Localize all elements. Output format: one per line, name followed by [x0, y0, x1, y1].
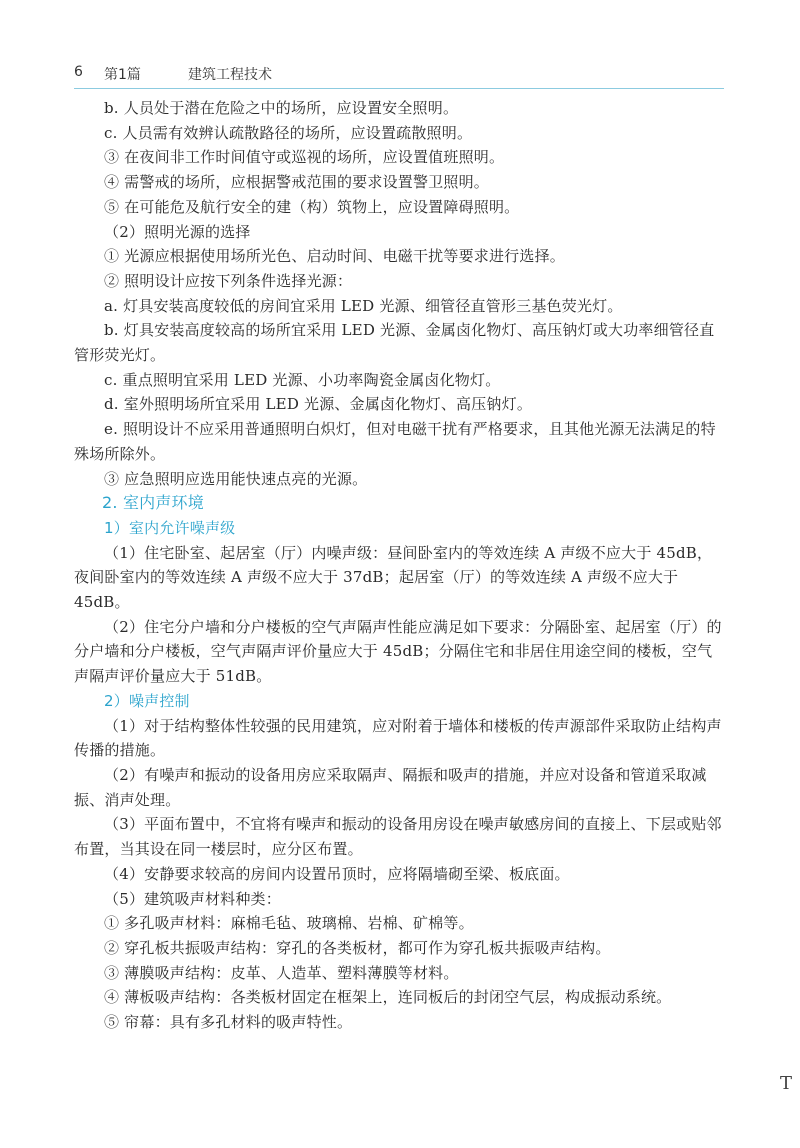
paragraph: ③ 薄膜吸声结构：皮革、人造革、塑料薄膜等材料。	[104, 963, 459, 982]
paragraph: ④ 薄板吸声结构：各类板材固定在框架上，连同板后的封闭空气层，构成振动系统。	[104, 988, 672, 1007]
paragraph: （1）住宅卧室、起居室（厅）内噪声级：昼间卧室内的等效连续 A 声级不应大于 45dB，夜间卧室内的等效连续 A 声级不应大于 37dB；起居室（厅）的等效连续 A 声级不应大于 45dB。	[74, 543, 713, 612]
paragraph: b. 人员处于潜在危险之中的场所，应设置安全照明。	[104, 99, 459, 117]
page-number: 6	[74, 64, 83, 80]
corner-mark: T	[779, 1073, 792, 1094]
paragraph: c. 人员需有效辨认疏散路径的场所，应设置疏散照明。	[104, 123, 473, 142]
paragraph: （2）住宅分户墙和分户楼板的空气声隔声性能应满足如下要求：分隔卧室、起居室（厅）的分户墙和分户楼板，空气声隔声评价量应大于 45dB；分隔住宅和非居住用途空间的楼板，空气声隔声评价量应大于 51dB。	[74, 617, 722, 686]
paragraph: （3）平面布置中，不宜将有噪声和振动的设备用房设在噪声敏感房间的直接上、下层或贴邻布置，当其设在同一楼层时，应分区布置。	[74, 815, 722, 859]
page-body	[74, 96, 724, 1035]
page-header	[74, 64, 724, 88]
paragraph: （2）照明光源的选择	[104, 222, 251, 241]
paragraph: ③ 应急照明应选用能快速点亮的光源。	[104, 469, 368, 488]
paragraph: c. 重点照明宜采用 LED 光源、小功率陶瓷金属卤化物灯。	[104, 370, 501, 389]
header-rule	[74, 88, 724, 89]
paragraph: ④ 需警戒的场所，应根据警戒范围的要求设置警卫照明。	[104, 173, 489, 192]
paragraph: ② 穿孔板共振吸声结构：穿孔的各类板材，都可作为穿孔板共振吸声结构。	[104, 938, 611, 957]
paragraph: （1）对于结构整体性较强的民用建筑，应对附着于墙体和楼板的传声源部件采取防止结构声传播的措施。	[74, 716, 722, 760]
subsection-heading: 2）噪声控制	[104, 691, 190, 710]
paragraph: e. 照明设计不应采用普通照明白炽灯，但对电磁干扰有严格要求，且其他光源无法满足的特殊场所除外。	[74, 420, 716, 463]
paragraph: ② 照明设计应按下列条件选择光源：	[104, 271, 353, 290]
paragraph: d. 室外照明场所宜采用 LED 光源、金属卤化物灯、高压钠灯。	[104, 395, 533, 414]
subsection-heading: 1）室内允许噪声级	[104, 518, 236, 537]
paragraph: ⑤ 在可能危及航行安全的建（构）筑物上，应设置障碍照明。	[104, 197, 520, 216]
paragraph: ① 多孔吸声材料：麻棉毛毡、玻璃棉、岩棉、矿棉等。	[104, 914, 474, 933]
paragraph: （4）安静要求较高的房间内设置吊顶时，应将隔墙砌至梁、板底面。	[104, 864, 570, 883]
paragraph: ① 光源应根据使用场所光色、启动时间、电磁干扰等要求进行选择。	[104, 247, 565, 266]
paragraph: a. 灯具安装高度较低的房间宜采用 LED 光源、细管径直管形三基色荧光灯。	[104, 296, 623, 315]
paragraph: b. 灯具安装高度较高的场所宜采用 LED 光源、金属卤化物灯、高压钠灯或大功率细管径直管形荧光灯。	[74, 321, 715, 365]
paragraph: ⑤ 帘幕：具有多孔材料的吸声特性。	[104, 1013, 353, 1032]
part-label: 第1篇	[104, 67, 141, 83]
section-heading: 2. 室内声环境	[102, 493, 204, 513]
chapter-title: 建筑工程技术	[188, 67, 272, 83]
paragraph: （2）有噪声和振动的设备用房应采取隔声、隔振和吸声的措施，并应对设备和管道采取减振、消声处理。	[74, 765, 707, 809]
paragraph: （5）建筑吸声材料种类：	[104, 889, 281, 908]
paragraph: ③ 在夜间非工作时间值守或巡视的场所，应设置值班照明。	[104, 148, 505, 167]
